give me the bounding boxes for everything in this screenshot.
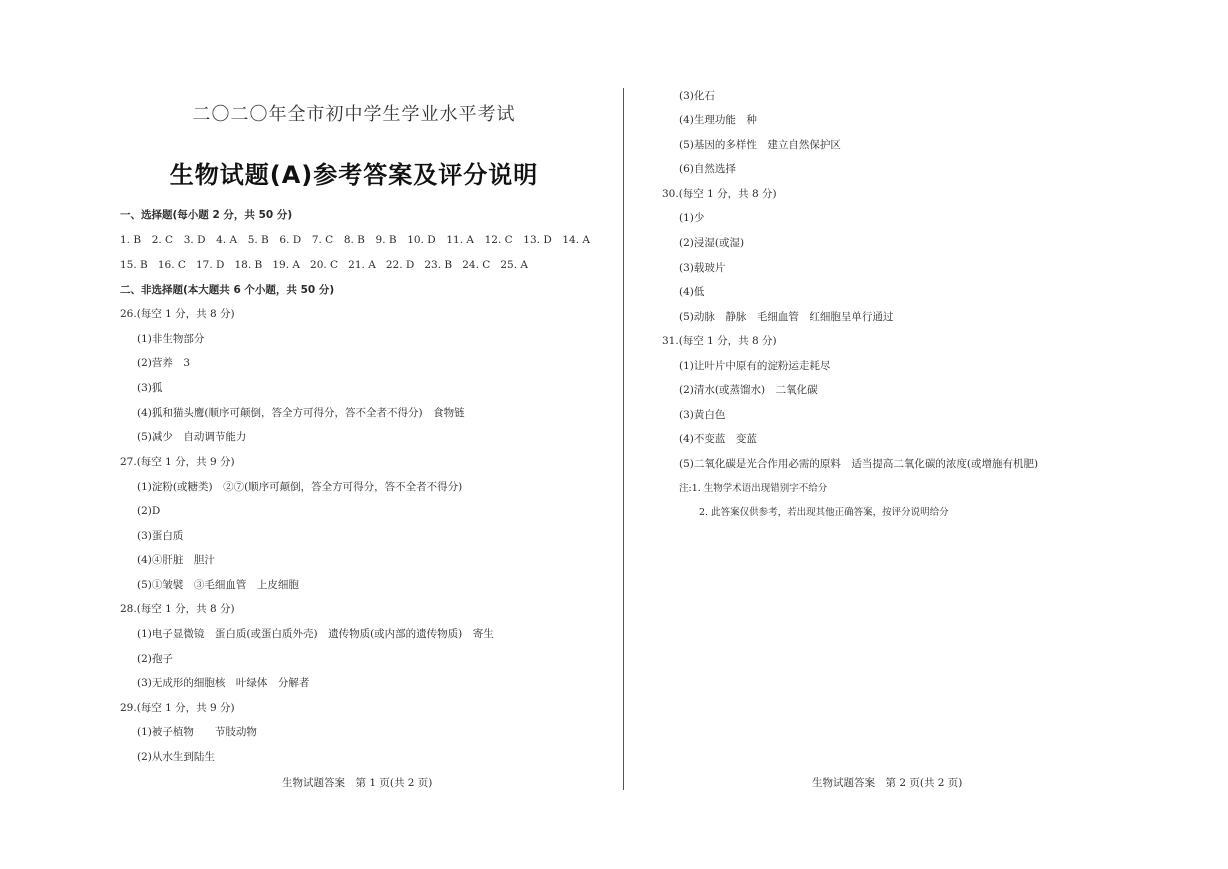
q26-header: 26.(每空 1 分，共 8 分): [120, 308, 235, 320]
q29-header: 29.(每空 1 分，共 9 分): [120, 702, 235, 714]
q28-header: 28.(每空 1 分，共 8 分): [120, 603, 235, 615]
answers-row-1: [120, 233, 590, 247]
answer-1: 1. B: [120, 234, 142, 246]
q27-answer-5: (5)①皱襞 ③毛细血管 上皮细胞: [137, 579, 299, 591]
answer-7: 7. C: [311, 234, 334, 246]
page-footer-2: 生物试题答案 第 2 页(共 2 页): [812, 777, 963, 789]
answer-23: 23. B: [424, 259, 453, 271]
q30-answer-4: (4)低: [679, 286, 705, 298]
answer-10: 10. D: [407, 234, 436, 246]
answer-5: 5. B: [247, 234, 269, 246]
q30-answer-2: (2)浸湿(或湿): [679, 237, 745, 249]
page-divider: [623, 88, 624, 790]
section2-header: 二、非选择题(本大题共 6 个小题，共 50 分): [120, 284, 335, 296]
answer-18: 18. B: [234, 259, 263, 271]
q31-answer-2: (2)清水(或蒸馏水) 二氧化碳: [679, 384, 818, 396]
answer-24: 24. C: [462, 259, 491, 271]
answer-3: 3. D: [183, 234, 206, 246]
q27-answer-2: (2)D: [137, 505, 161, 517]
section1-header: 一、选择题(每小题 2 分，共 50 分): [120, 209, 293, 221]
q30-header: 30.(每空 1 分，共 8 分): [662, 188, 777, 200]
answers-row-2: [120, 258, 528, 272]
q29-answer-3: (3)化石: [679, 90, 715, 102]
q29-answer-4: (4)生理功能 种: [679, 114, 757, 126]
q26-answer-5: (5)减少 自动调节能力: [137, 431, 247, 443]
main-title: 生物试题(A)参考答案及评分说明: [169, 161, 539, 189]
q31-answer-4: (4)不变蓝 变蓝: [679, 433, 757, 445]
q26-answer-3: (3)狐: [137, 382, 163, 394]
exam-title: 二〇二〇年全市初中学生学业水平考试: [192, 104, 516, 125]
answer-4: 4. A: [216, 234, 238, 246]
q26-answer-1: (1)非生物部分: [137, 333, 205, 345]
q29-answer-2: (2)从水生到陆生: [137, 751, 215, 763]
q29-answer-6: (6)自然选择: [679, 163, 736, 175]
page-footer-1: 生物试题答案 第 1 页(共 2 页): [282, 777, 433, 789]
q28-answer-2: (2)孢子: [137, 653, 173, 665]
q27-answer-3: (3)蛋白质: [137, 530, 184, 542]
q27-answer-4: (4)④肝脏 胆汁: [137, 554, 215, 566]
q29-answer-1: (1)被子植物 节肢动物: [137, 726, 257, 738]
answer-17: 17. D: [195, 259, 225, 271]
answer-22: 22. D: [385, 259, 415, 271]
q27-header: 27.(每空 1 分，共 9 分): [120, 456, 235, 468]
q29-answer-5: (5)基因的多样性 建立自然保护区: [679, 139, 841, 151]
note-2: 2. 此答案仅供参考，若出现其他正确答案，按评分说明给分: [699, 507, 949, 518]
answer-6: 6. D: [279, 234, 302, 246]
answer-11: 11. A: [446, 234, 474, 246]
q31-answer-3: (3)黄白色: [679, 409, 726, 421]
answer-13: 13. D: [523, 234, 552, 246]
answer-12: 12. C: [484, 234, 513, 246]
note-1: 注:1. 生物学术语出现错别字不给分: [679, 483, 828, 494]
answer-19: 19. A: [272, 259, 300, 271]
answer-21: 21. A: [348, 259, 376, 271]
q30-answer-3: (3)载玻片: [679, 262, 726, 274]
answer-2: 2. C: [151, 234, 174, 246]
q26-answer-2: (2)营养 3: [137, 357, 191, 369]
q28-answer-1: (1)电子显微镜 蛋白质(或蛋白质外壳) 遗传物质(或内部的遗传物质) 寄生: [137, 628, 494, 640]
q31-answer-5: (5)二氧化碳是光合作用必需的原料 适当提高二氧化碳的浓度(或增施有机肥): [679, 458, 1039, 470]
q30-answer-1: (1)少: [679, 212, 705, 224]
answer-20: 20. C: [310, 259, 339, 271]
answer-16: 16. C: [157, 259, 186, 271]
q27-answer-1: (1)淀粉(或糖类) ②⑦(顺序可颠倒，答全方可得分，答不全者不得分): [137, 481, 463, 493]
q26-answer-4: (4)狐和猫头鹰(顺序可颠倒，答全方可得分，答不全者不得分) 食物链: [137, 407, 465, 419]
answer-9: 9. B: [375, 234, 397, 246]
right-page: [626, 0, 1228, 869]
q28-answer-3: (3)无成形的细胞核 叶绿体 分解者: [137, 677, 310, 689]
answer-14: 14. A: [562, 234, 590, 246]
answer-25: 25. A: [500, 259, 528, 271]
answer-15: 15. B: [120, 259, 148, 271]
q31-header: 31.(每空 1 分，共 8 分): [662, 335, 777, 347]
q30-answer-5: (5)动脉 静脉 毛细血管 红细胞呈单行通过: [679, 311, 894, 323]
q31-answer-1: (1)让叶片中原有的淀粉运走耗尽: [679, 360, 831, 372]
answer-8: 8. B: [343, 234, 365, 246]
